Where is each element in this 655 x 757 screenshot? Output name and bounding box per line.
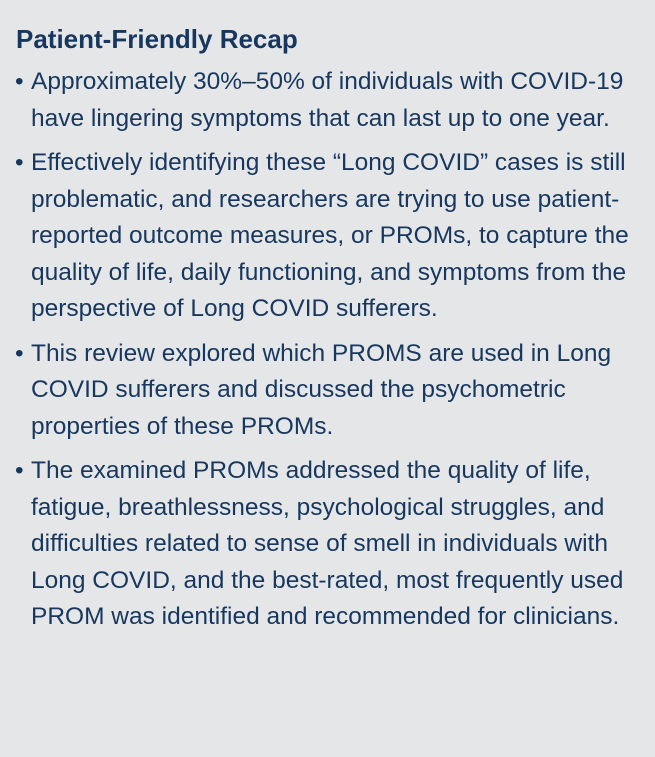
recap-item-text: This review explored which PROMS are used in Long COVID sufferers and discussed the psychometric properties of these PROMs. [31, 339, 612, 440]
recap-item-4 [14, 453, 641, 636]
recap-item-1 [14, 64, 641, 137]
bullet-icon: • [15, 339, 24, 367]
recap-item-text: The examined PROMs addressed the quality of life, fatigue, breathlessness, psychological struggles, and difficulties related to sense of smell in individuals with Long COVID, and the best-rated, most frequently used PROM was identified and recommended for clinicians. [31, 457, 624, 630]
recap-list [14, 64, 641, 636]
recap-item-3 [14, 336, 641, 446]
bullet-icon: • [15, 149, 24, 176]
bullet-icon: • [15, 68, 24, 95]
bullet-icon: • [15, 457, 24, 484]
recap-title: Patient-Friendly Recap [16, 24, 298, 54]
recap-item-2 [14, 145, 641, 328]
recap-item-text: Approximately 30%–50% of individuals with COVID-19 have lingering symptoms that can last up to one year. [31, 68, 624, 132]
recap-item-text: Effectively identifying these “Long COVID” cases is still problematic, and researchers are trying to use patient-reported outcome measures, or PROMs, to capture the quality of life, daily functioning, and symptoms from the perspective of Long COVID sufferers. [31, 149, 629, 322]
